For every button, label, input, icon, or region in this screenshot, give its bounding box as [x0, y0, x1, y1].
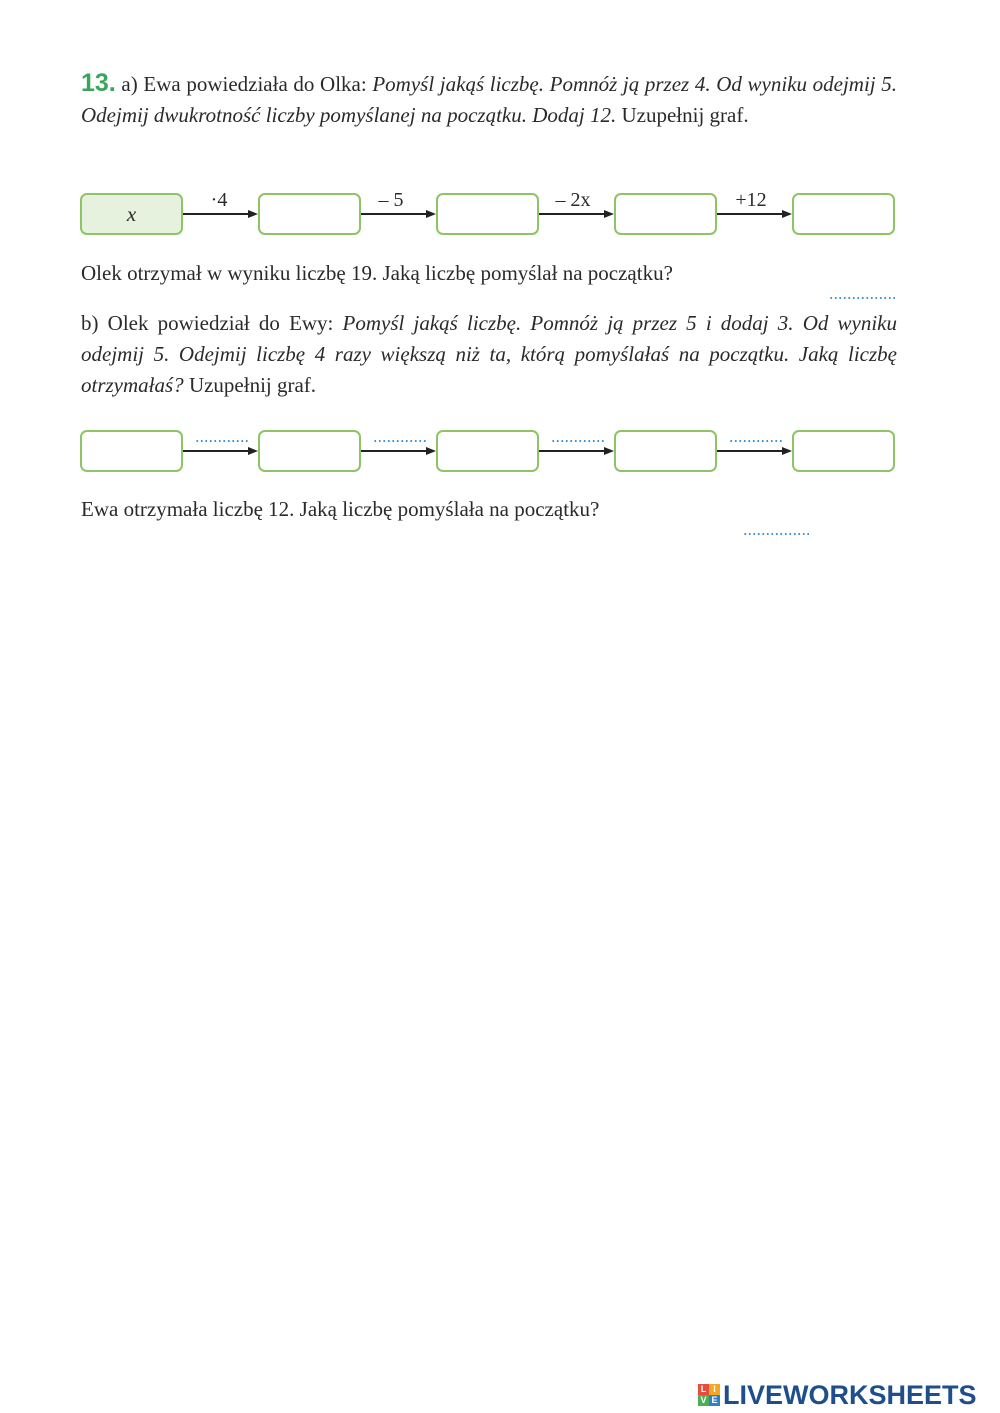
liveworksheets-logo-icon [698, 1384, 720, 1406]
logo-letter: I [709, 1384, 720, 1395]
graph-a-answer-box-2[interactable] [436, 193, 539, 235]
graph-b-arrow-4 [717, 444, 792, 458]
part-a-label: a) [121, 72, 138, 96]
graph-b-answer-box-5[interactable] [792, 430, 895, 472]
graph-b-answer-box-3[interactable] [436, 430, 539, 472]
graph-b-arrow-3 [539, 444, 614, 458]
part-b-instruction-text: Pomyśl jakąś liczbę. Pomnóż ją przez 5 i dodaj 3. Od wyniku odejmij 5. Odejmij liczbę 4 razy większą niż ta, którą pomyślałaś na początku. Jaką liczbę otrzymałaś? [81, 311, 897, 397]
part-a-answer-field[interactable] [829, 297, 895, 299]
exercise-number: 13. [81, 69, 116, 97]
liveworksheets-brand: LIVEWORKSHEETS [723, 1379, 977, 1410]
graph-b-op-field-1[interactable] [195, 440, 249, 442]
graph-a-answer-box-4[interactable] [792, 193, 895, 235]
graph-a-start-box: x [80, 193, 183, 235]
graph-a-answer-box-3[interactable] [614, 193, 717, 235]
logo-letter: V [698, 1395, 709, 1406]
part-b-instructions [81, 308, 897, 401]
graph-b-arrow-2 [361, 444, 436, 458]
logo-letter: E [709, 1395, 720, 1406]
part-b-question: Ewa otrzymała liczbę 12. Jaką liczbę pomyślała na początku? [81, 497, 600, 521]
part-a-instructions [81, 68, 897, 131]
part-b-task: Uzupełnij graf. [188, 373, 317, 397]
part-b-answer-field[interactable] [743, 533, 809, 535]
graph-b-answer-box-2[interactable] [258, 430, 361, 472]
graph-a-op-1: ·4 [210, 189, 228, 211]
part-b-intro: Olek powiedział do Ewy: [107, 311, 334, 335]
graph-a-op-2: – 5 [378, 189, 404, 211]
graph-a-answer-box-1[interactable] [258, 193, 361, 235]
part-b-label: b) [81, 311, 99, 335]
graph-a-op-3: – 2x [555, 189, 591, 211]
part-a-task: Uzupełnij graf. [621, 103, 749, 127]
logo-letter: L [698, 1384, 709, 1395]
liveworksheets-logo [698, 1380, 977, 1410]
part-a-intro: Ewa powiedziała do Olka: [143, 72, 367, 96]
graph-b-arrow-1 [183, 444, 258, 458]
graph-a-op-4: +12 [735, 189, 767, 211]
graph-b-op-field-4[interactable] [729, 440, 783, 442]
part-a-instruction-text: Pomyśl jakąś liczbę. Pomnóż ją przez 4. Od wyniku odejmij 5. Odejmij dwukrotność liczby pomyślanej na początku. Dodaj 12. [81, 72, 898, 127]
graph-b-answer-box-4[interactable] [614, 430, 717, 472]
graph-b-op-field-2[interactable] [373, 440, 427, 442]
part-a-question: Olek otrzymał w wyniku liczbę 19. Jaką liczbę pomyślał na początku? [81, 261, 673, 285]
graph-b-op-field-3[interactable] [551, 440, 605, 442]
graph-b-answer-box-1[interactable] [80, 430, 183, 472]
